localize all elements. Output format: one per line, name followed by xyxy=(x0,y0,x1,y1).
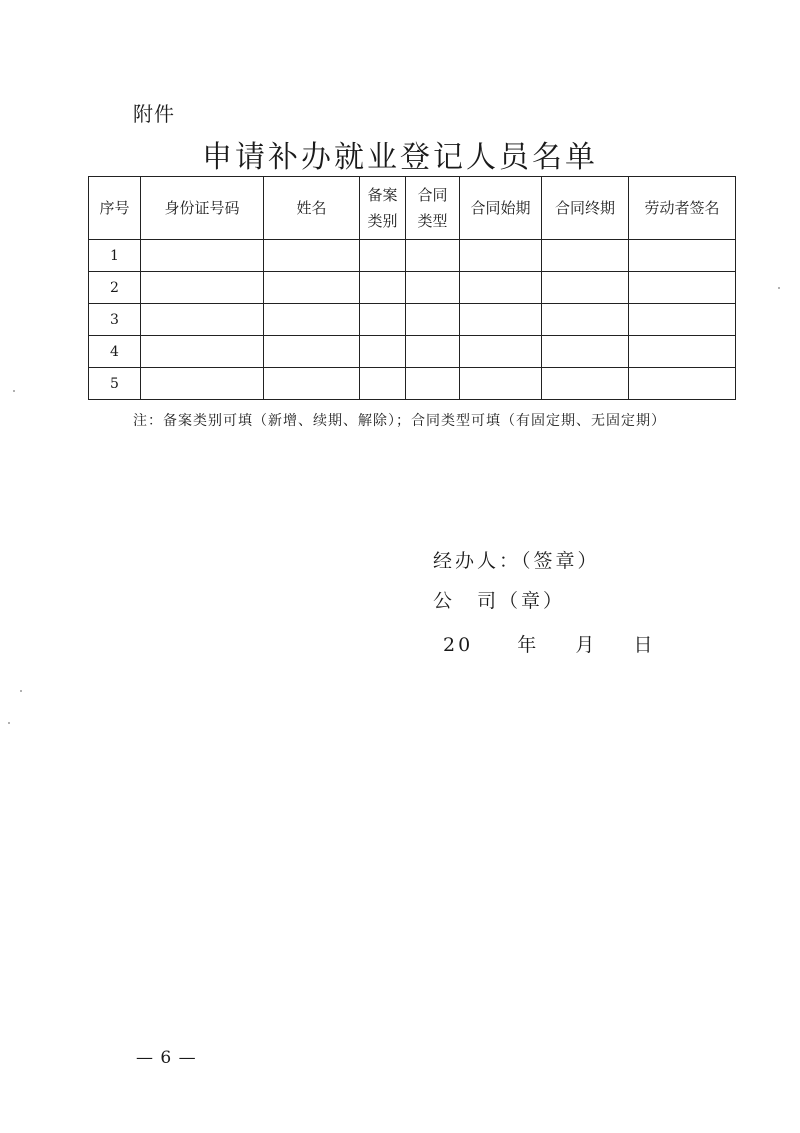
contract-end-cell[interactable] xyxy=(542,368,629,400)
filing-category-cell[interactable] xyxy=(360,368,406,400)
contract-end-cell[interactable] xyxy=(542,336,629,368)
id-number-cell[interactable] xyxy=(141,240,264,272)
table-row xyxy=(89,240,736,272)
company-seal-line: 公 司（章） xyxy=(433,590,566,612)
contract-start-cell[interactable] xyxy=(460,272,542,304)
contract-type-cell[interactable] xyxy=(406,368,460,400)
row-serial: 5 xyxy=(89,368,141,400)
name-cell[interactable] xyxy=(264,272,360,304)
header-contract-start: 合同始期 xyxy=(460,177,542,240)
id-number-cell[interactable] xyxy=(141,336,264,368)
worker-signature-cell[interactable] xyxy=(629,272,736,304)
contract-end-cell[interactable] xyxy=(542,272,629,304)
date-year-unit: 年 xyxy=(517,634,540,656)
scan-speck xyxy=(778,287,780,289)
header-contract-end: 合同终期 xyxy=(542,177,629,240)
contract-start-cell[interactable] xyxy=(460,368,542,400)
date-year: 20 xyxy=(443,634,474,656)
scan-speck xyxy=(8,722,10,724)
registration-roster-table xyxy=(88,176,736,400)
scan-speck xyxy=(13,390,15,392)
contract-start-cell[interactable] xyxy=(460,304,542,336)
header-name: 姓名 xyxy=(264,177,360,240)
table-row xyxy=(89,336,736,368)
contract-type-cell[interactable] xyxy=(406,336,460,368)
table-row xyxy=(89,368,736,400)
date-month-unit: 月 xyxy=(575,634,598,656)
contract-type-cell[interactable] xyxy=(406,240,460,272)
table-note: 注：备案类别可填（新增、续期、解除）；合同类型可填（有固定期、无固定期） xyxy=(133,413,666,429)
table-header-row xyxy=(89,177,736,240)
worker-signature-cell[interactable] xyxy=(629,336,736,368)
table-row xyxy=(89,272,736,304)
filing-category-cell[interactable] xyxy=(360,336,406,368)
handler-signature-line: 经办人：（签章） xyxy=(433,550,600,572)
contract-end-cell[interactable] xyxy=(542,240,629,272)
contract-start-cell[interactable] xyxy=(460,336,542,368)
date-day-unit: 日 xyxy=(633,634,656,656)
attachment-label: 附件 xyxy=(133,102,175,126)
header-id-number: 身份证号码 xyxy=(141,177,264,240)
row-serial: 3 xyxy=(89,304,141,336)
header-contract-type: 合同 类型 xyxy=(406,177,460,240)
header-serial-number: 序号 xyxy=(89,177,141,240)
worker-signature-cell[interactable] xyxy=(629,240,736,272)
row-serial: 2 xyxy=(89,272,141,304)
name-cell[interactable] xyxy=(264,368,360,400)
scan-speck xyxy=(20,690,22,692)
id-number-cell[interactable] xyxy=(141,272,264,304)
row-serial: 1 xyxy=(89,240,141,272)
document-title: 申请补办就业登记人员名单 xyxy=(202,140,598,175)
worker-signature-cell[interactable] xyxy=(629,304,736,336)
contract-type-cell[interactable] xyxy=(406,304,460,336)
header-filing-category: 备案 类别 xyxy=(360,177,406,240)
name-cell[interactable] xyxy=(264,304,360,336)
id-number-cell[interactable] xyxy=(141,368,264,400)
header-worker-signature: 劳动者签名 xyxy=(629,177,736,240)
worker-signature-cell[interactable] xyxy=(629,368,736,400)
page-number: — 6 — xyxy=(136,1048,197,1068)
date-line xyxy=(443,630,656,657)
id-number-cell[interactable] xyxy=(141,304,264,336)
table-row xyxy=(89,304,736,336)
name-cell[interactable] xyxy=(264,336,360,368)
contract-end-cell[interactable] xyxy=(542,304,629,336)
filing-category-cell[interactable] xyxy=(360,304,406,336)
row-serial: 4 xyxy=(89,336,141,368)
filing-category-cell[interactable] xyxy=(360,272,406,304)
filing-category-cell[interactable] xyxy=(360,240,406,272)
contract-type-cell[interactable] xyxy=(406,272,460,304)
name-cell[interactable] xyxy=(264,240,360,272)
contract-start-cell[interactable] xyxy=(460,240,542,272)
